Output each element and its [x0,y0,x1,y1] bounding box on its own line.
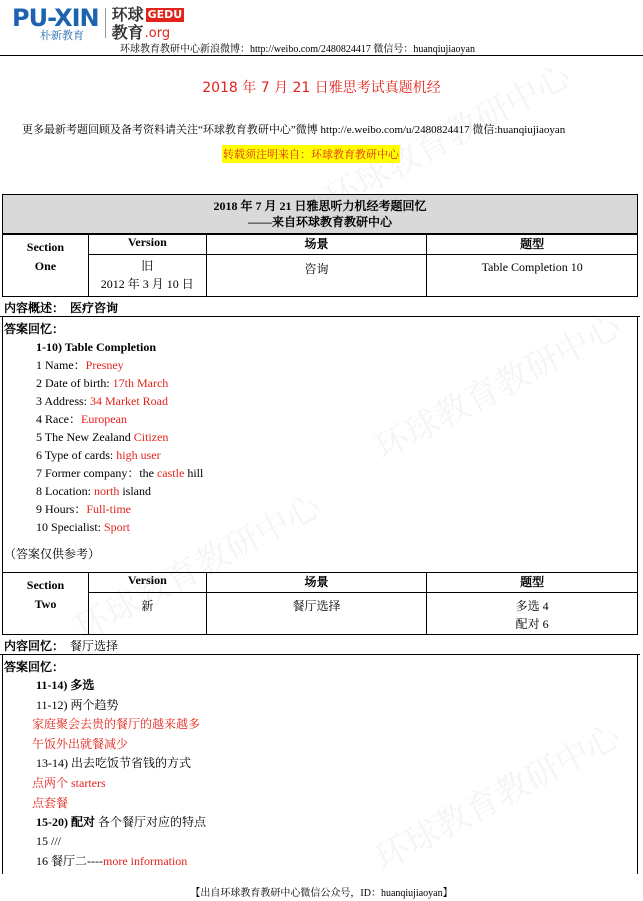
section-one-table [2,234,638,297]
divider [0,316,640,317]
section-one-answers-label: 答案回忆： [4,322,65,336]
section-one-version: 旧 2012 年 3 月 10 日 [88,255,206,297]
col-version: Version [88,235,206,255]
gedu-logo-cn2: 教育 [111,23,144,42]
section-one-label: Section One [3,235,89,297]
answer-list [36,356,203,536]
answer-item: 7 Former company：the castle hill [36,466,204,480]
listening-box-header [2,194,638,234]
section-two-answers-label: 答案回忆： [4,660,65,674]
section-two-scene: 餐厅选择 [206,593,427,635]
divider [0,654,640,655]
answer-item: 8 Location: north island [36,484,151,498]
col-type: 题型 [427,235,638,255]
answer-13-14-b: 点套餐 [32,796,69,810]
question-11-12: 11-12) 两个趋势 [36,698,119,712]
frame-left [2,654,3,874]
footer-text: 【出自环球教育教研中心微信公众号，ID：huanqiujiaoyan】 [190,888,453,899]
answer-item: 10 Specialist: Sport [36,520,131,534]
section-one-scene: 咨询 [206,255,427,297]
answer-item: 4 Race：European [36,412,127,426]
section-two-heading-mc: 11-14) 多选 [36,678,95,692]
gedu-logo [112,6,185,42]
section-two-label: Section Two [3,573,89,635]
section-two-version: 新 [88,593,206,635]
page-title: 2018 年 7 月 21 日雅思考试真题机经 [202,80,441,96]
answer-item: 5 The New Zealand Citizen [36,430,169,444]
answer-item: 9 Hours：Full-time [36,502,132,516]
logo-divider [105,8,106,38]
answer-11-12-b: 午饭外出就餐减少 [32,737,129,751]
section-two-heading-matching: 15-20) 配对 各个餐厅对应的特点 [36,815,207,829]
answer-item: 6 Type of cards: high user [36,448,161,462]
answer-13-14-a: 点两个 starters [32,776,106,790]
gedu-logo-tag: GEDU [147,8,183,21]
watermark [364,709,627,880]
header-logo [12,6,184,42]
reprint-notice: 转载须注明来自：环球教育教研中心 [222,145,400,163]
puxin-logo [12,6,99,42]
box-title: 2018 年 7 月 21 日雅思听力机经考题回忆 [213,199,427,213]
gedu-logo-cn: 环球 [111,5,144,24]
col-scene: 场景 [206,235,427,255]
section-one-overview: 内容概述： 医疗咨询 [4,301,119,315]
section-two-type: 多选 4 配对 6 [427,593,638,635]
puxin-logo-text: PU-XIN [12,4,99,32]
section-two-table [2,572,638,635]
frame-right [637,654,638,874]
answer-item: 2 Date of birth: 17th March [36,376,169,390]
col-scene: 场景 [206,573,427,593]
col-version: Version [88,573,206,593]
notice-text: 更多最新考题回顾及备考资料请关注“环球教育教研中心”微博 http://e.weibo.com/u/2480824417 微信:huanqiujiaoyan [22,124,566,136]
col-type: 题型 [427,573,638,593]
question-13-14: 13-14) 出去吃饭节省钱的方式 [36,756,191,770]
header-rule [0,55,643,56]
answer-item: 1 Name：Presney [36,358,124,372]
answer-11-12-a: 家庭聚会去贵的餐厅的越来越多 [32,717,201,731]
frame-right [637,316,638,572]
question-16: 16 餐厅二----more information [36,854,188,868]
section-one-heading: 1-10) Table Completion [36,340,157,354]
section-one-type: Table Completion 10 [427,255,638,297]
frame-left [2,316,3,572]
answer-item: 3 Address: 34 Market Road [36,394,168,408]
answer-note: （答案仅供参考） [4,547,101,561]
watermark [364,299,627,470]
question-15: 15 /// [36,834,62,848]
weibo-line: 环球教育教研中心新浪微博：http://weibo.com/2480824417 微信号：huanqiujiaoyan [120,44,475,55]
section-two-overview: 内容回忆： 餐厅选择 [4,639,119,653]
puxin-logo-subtext: 朴新教育 [40,29,84,42]
box-subtitle: ——来自环球教育教研中心 [247,215,392,229]
gedu-logo-org: .org [144,25,171,41]
